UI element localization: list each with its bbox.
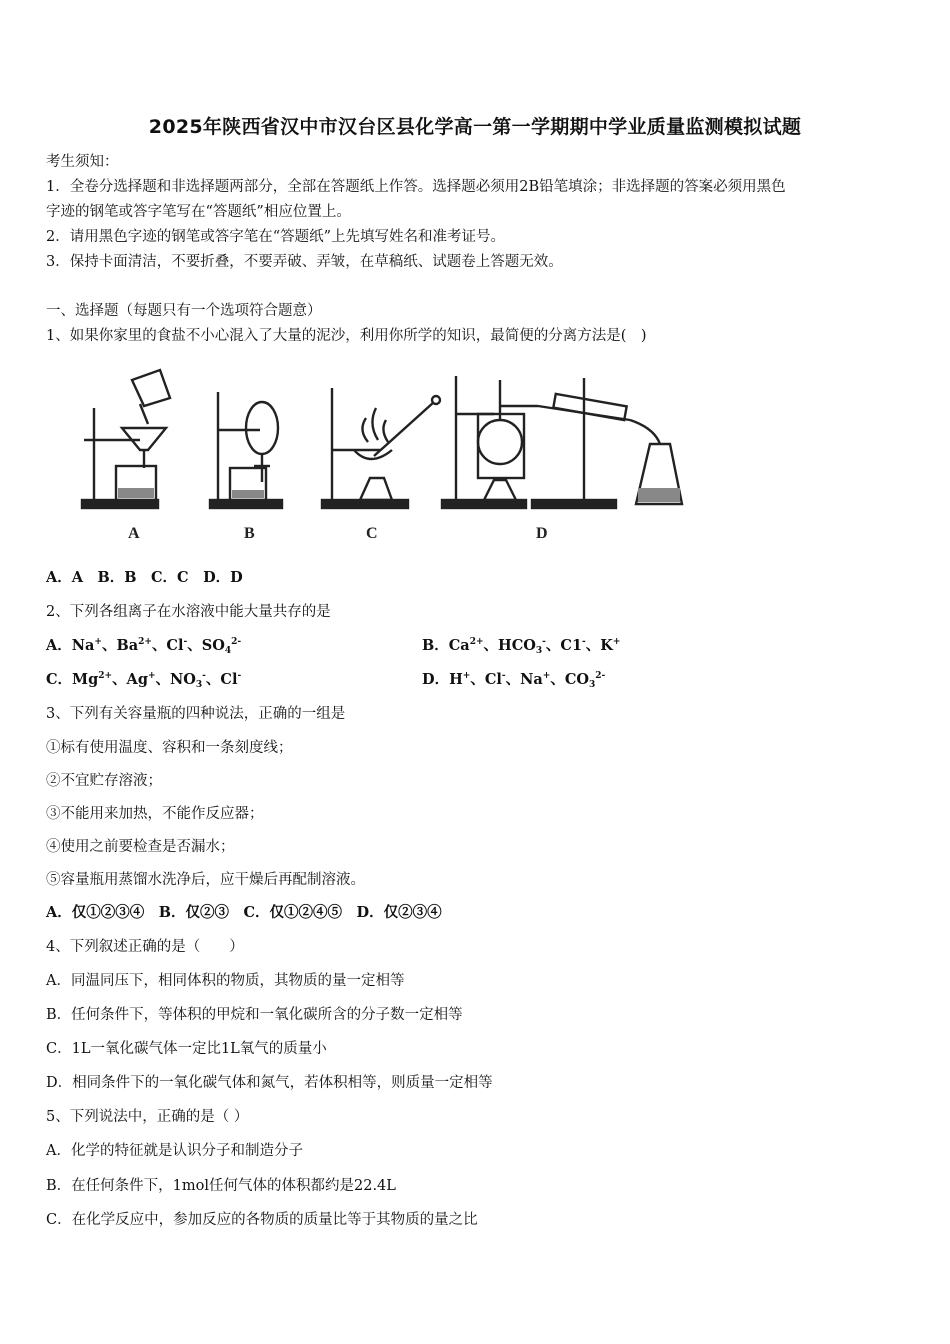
page-title: 2025年陕西省汉中市汉台区县化学高一第一学期期中学业质量监测模拟试题 [148, 116, 802, 138]
question-5-option-a: A．化学的特征就是认识分子和制造分子 [46, 1143, 303, 1159]
question-3-statement-5: ⑤容量瓶用蒸馏水洗净后，应干燥后再配制溶液。 [46, 872, 365, 888]
question-3-stem: 3、下列有关容量瓶的四种说法，正确的一组是 [46, 706, 346, 722]
apparatus-drawing [70, 358, 710, 544]
question-1-options: A．A B．B C．C D．D [46, 569, 243, 586]
option-d-ions: D．H+、Cl-、Na+、$CO_3^{2-}$ [422, 671, 606, 690]
notice-item-2: 2．请用黑色字迹的钢笔或答字笔在“答题纸”上先填写姓名和准考证号。 [46, 229, 506, 245]
question-4-option-c: C．1L一氧化碳气体一定比1L氧气的质量小 [46, 1041, 327, 1057]
question-3-statement-3: ③不能用来加热，不能作反应器； [46, 806, 264, 822]
option-b-ions: B．$Ca^{2+}$、$HCO_3^-$、C1-、K+ [422, 637, 621, 656]
question-4-option-a: A．同温同压下，相同体积的物质，其物质的量一定相等 [46, 973, 405, 989]
section-heading: 一、选择题（每题只有一个选项符合题意） [46, 303, 322, 319]
question-2-row-1 [46, 636, 621, 656]
figure-label-b: B [244, 525, 255, 542]
separatory-funnel-apparatus [210, 392, 282, 508]
filtration-apparatus [82, 370, 170, 508]
question-5-option-c: C．在化学反应中，参加反应的各物质的质量比等于其物质的量之比 [46, 1212, 478, 1228]
question-4-option-b: B．任何条件下，等体积的甲烷和一氧化碳所含的分子数一定相等 [46, 1007, 463, 1023]
notice-heading: 考生须知： [46, 154, 119, 170]
figure-label-c: C [366, 525, 378, 542]
question-3-statement-2: ②不宜贮存溶液； [46, 773, 162, 789]
evaporation-apparatus [322, 388, 440, 508]
notice-item-3: 3．保持卡面清洁，不要折叠，不要弄破、弄皱，在草稿纸、试题卷上答题无效。 [46, 254, 563, 270]
apparatus-figure [70, 358, 710, 544]
question-3-options: A．仅①②③④ B．仅②③ C．仅①②④⑤ D．仅②③④ [46, 904, 442, 921]
question-2-row-2 [46, 670, 606, 690]
notice-item-1-line-1: 1．全卷分选择题和非选择题两部分，全部在答题纸上作答。选择题必须用2B铅笔填涂；非选择题的答案必须用黑色 [46, 179, 786, 195]
question-3-statement-4: ④使用之前要检查是否漏水； [46, 839, 235, 855]
question-4-option-d: D．相同条件下的一氧化碳气体和氮气，若体积相等，则质量一定相等 [46, 1075, 493, 1091]
figure-label-a: A [128, 525, 140, 542]
question-1-stem: 1、如果你家里的食盐不小心混入了大量的泥沙，利用你所学的知识，最简便的分离方法是( ) [46, 328, 647, 344]
question-3-statement-1: ①标有使用温度、容积和一条刻度线； [46, 740, 293, 756]
question-5-stem: 5、下列说法中，正确的是（ ） [46, 1109, 249, 1125]
question-2-stem: 2、下列各组离子在水溶液中能大量共存的是 [46, 604, 331, 620]
option-a-ions: A．Na+、$Ba^{2+}$、Cl-、$SO_4^{2-}$ [46, 637, 242, 656]
question-5-option-b: B．在任何条件下，1mol任何气体的体积都约是22.4L [46, 1178, 396, 1194]
question-4-stem: 4、下列叙述正确的是（ ） [46, 939, 244, 955]
figure-label-d: D [536, 525, 548, 542]
notice-item-1-line-2: 字迹的钢笔或答字笔写在“答题纸”相应位置上。 [46, 204, 351, 220]
option-c-ions: C．$Mg^{2+}$、Ag+、$NO_3^-$、Cl- [46, 671, 242, 690]
distillation-apparatus [442, 376, 682, 508]
